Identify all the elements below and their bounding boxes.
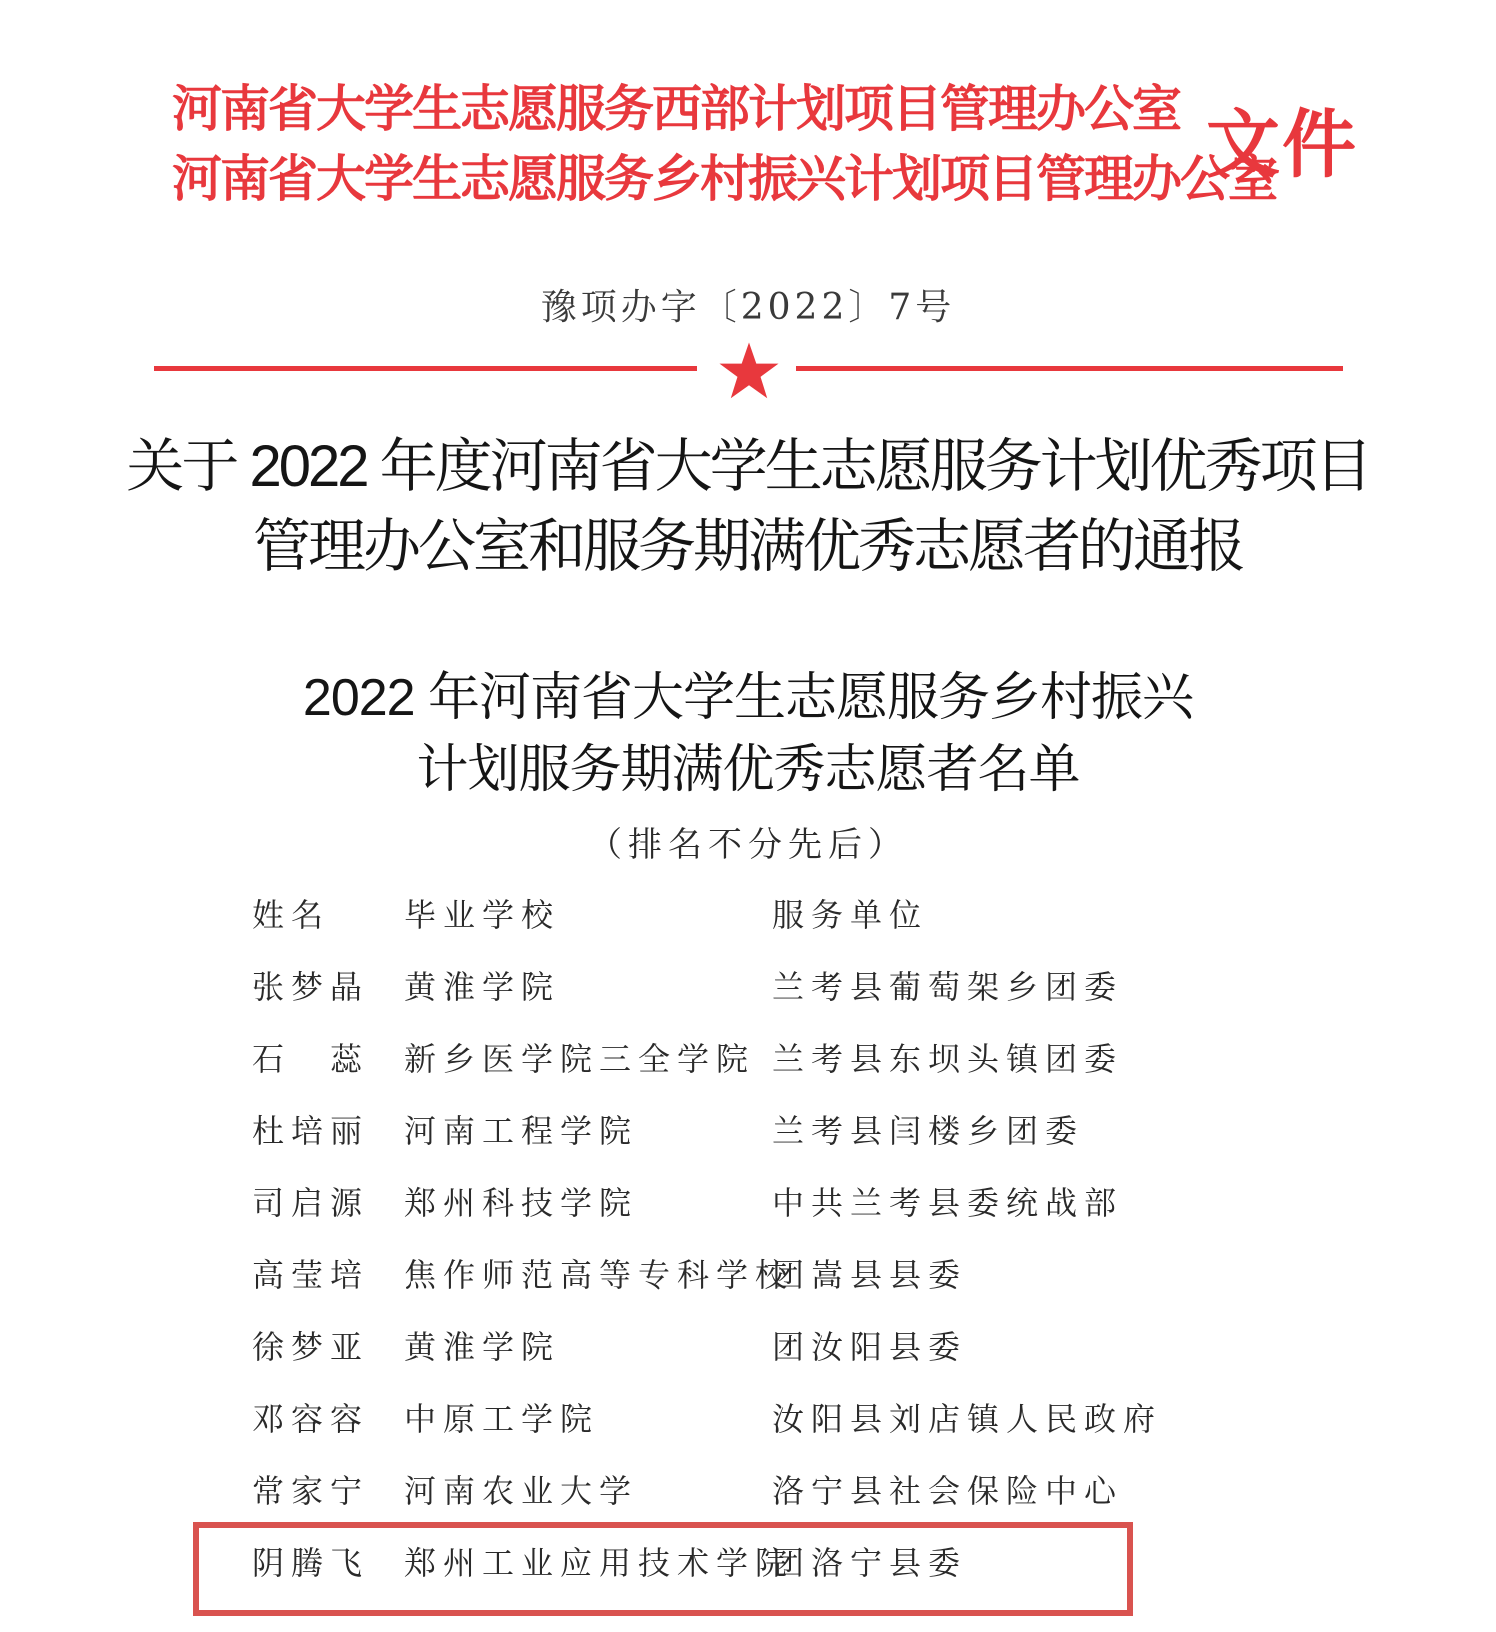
service-unit: 团洛宁县委 [772, 1544, 968, 1582]
table-row [0, 1178, 1496, 1228]
column-header-name: 姓名 [252, 896, 331, 934]
graduation-school: 河南农业大学 [404, 1472, 639, 1510]
table-row [0, 1034, 1496, 1084]
graduation-school: 黄淮学院 [404, 1328, 561, 1366]
table-row [0, 1466, 1496, 1516]
graduation-school: 中原工学院 [404, 1400, 600, 1438]
list-heading-line-1: 2022 年河南省大学生志愿服务乡村振兴 [302, 669, 1194, 727]
graduation-school: 焦作师范高等专科学校 [404, 1256, 795, 1294]
volunteer-name: 阴腾飞 [252, 1544, 370, 1582]
volunteer-name: 邓容容 [252, 1400, 370, 1438]
table-row [0, 1250, 1496, 1300]
red-divider-left [154, 366, 697, 371]
highlight-box [193, 1522, 1133, 1616]
graduation-school: 黄淮学院 [404, 968, 561, 1006]
issuing-org-line-2: 河南省大学生志愿服务乡村振兴计划项目管理办公室 [172, 151, 1276, 207]
list-heading-line-2: 计划服务期满优秀志愿者名单 [416, 741, 1080, 799]
volunteer-name: 徐梦亚 [252, 1328, 370, 1366]
graduation-school: 郑州科技学院 [404, 1184, 639, 1222]
ranking-note: （排名不分先后） [588, 825, 908, 865]
document-title-line-1: 关于 2022 年度河南省大学生志愿服务计划优秀项目 [126, 434, 1370, 499]
volunteer-name: 张梦晶 [252, 968, 370, 1006]
service-unit: 中共兰考县委统战部 [772, 1184, 1124, 1222]
volunteer-name: 司启源 [252, 1184, 370, 1222]
table-row [0, 1106, 1496, 1156]
table-row [0, 962, 1496, 1012]
service-unit: 汝阳县刘店镇人民政府 [772, 1400, 1163, 1438]
service-unit: 兰考县闫楼乡团委 [772, 1112, 1085, 1150]
document-title-line-2: 管理办公室和服务期满优秀志愿者的通报 [252, 514, 1243, 579]
table-header-row [0, 890, 1496, 940]
graduation-school: 河南工程学院 [404, 1112, 639, 1150]
column-header-unit: 服务单位 [772, 896, 929, 934]
red-divider-right [796, 366, 1343, 371]
volunteer-name: 石 蕊 [252, 1040, 370, 1078]
column-header-school: 毕业学校 [404, 896, 561, 934]
issuing-org-line-1: 河南省大学生志愿服务西部计划项目管理办公室 [172, 81, 1180, 137]
graduation-school: 郑州工业应用技术学院 [404, 1544, 795, 1582]
service-unit: 兰考县东坝头镇团委 [772, 1040, 1124, 1078]
service-unit: 团嵩县县委 [772, 1256, 968, 1294]
volunteer-name: 杜培丽 [252, 1112, 370, 1150]
table-row [0, 1394, 1496, 1444]
document-number: 豫项办字〔2022〕7号 [540, 287, 956, 328]
service-unit: 洛宁县社会保险中心 [772, 1472, 1124, 1510]
red-star-icon [718, 340, 780, 402]
document-label: 文件 [1206, 103, 1358, 186]
volunteer-name: 常家宁 [252, 1472, 370, 1510]
graduation-school: 新乡医学院三全学院 [404, 1040, 756, 1078]
table-row [0, 1322, 1496, 1372]
service-unit: 兰考县葡萄架乡团委 [772, 968, 1124, 1006]
volunteer-name: 高莹培 [252, 1256, 370, 1294]
service-unit: 团汝阳县委 [772, 1328, 968, 1366]
